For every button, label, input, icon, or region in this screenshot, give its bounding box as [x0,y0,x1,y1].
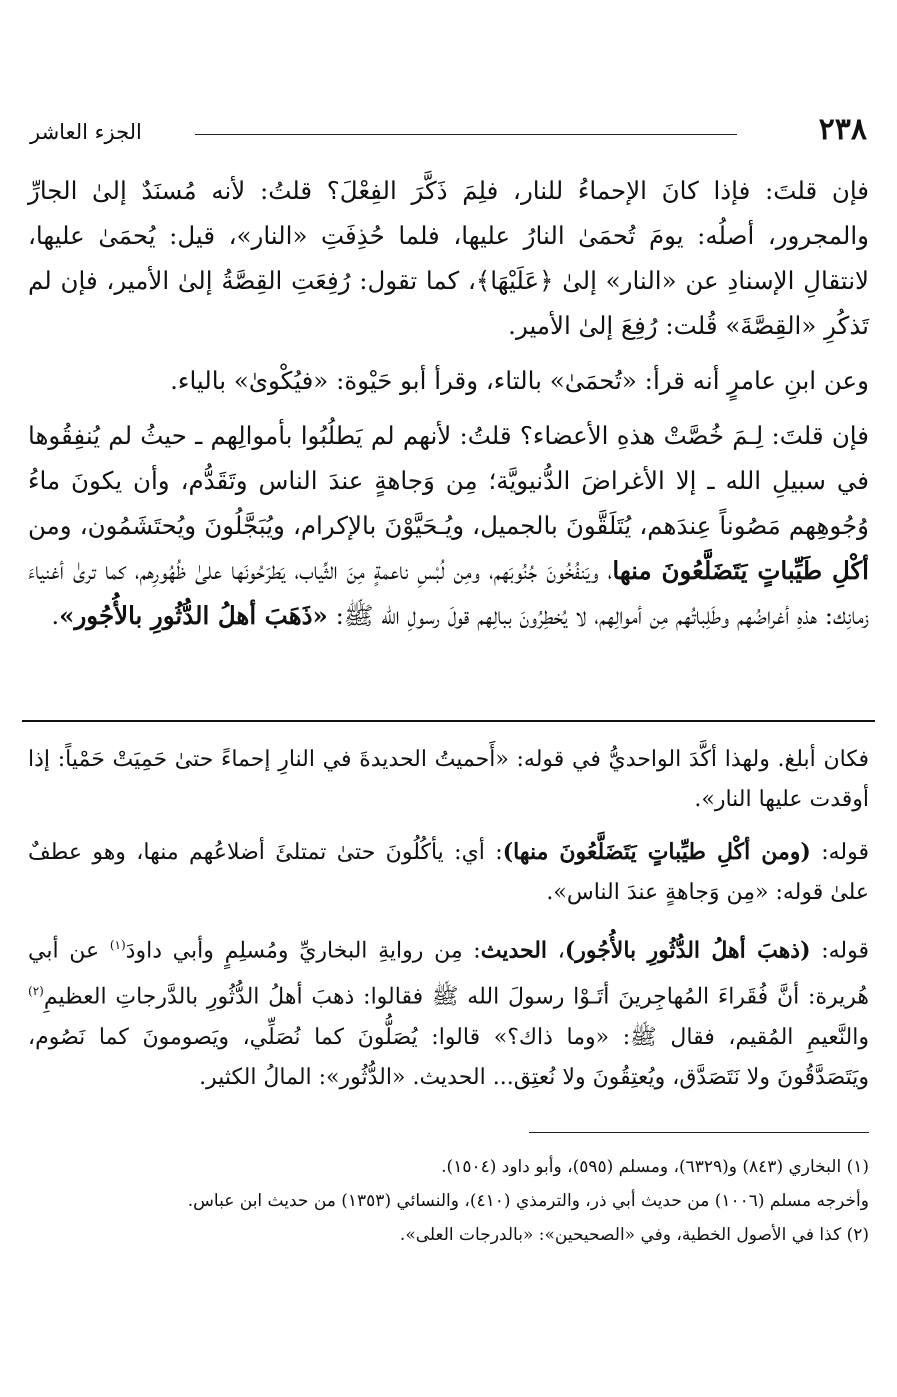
paragraph-1: فإن قلتَ: فإذا كانَ الإحماءُ للنار، فلِمَ ذَكَّرَ الفِعْلَ؟ قلتُ: لأنه مُسنَدٌ إلىٰ الجارِّ والمجرور، أصلُه: يومَ تُحمَىٰ النارُ عليها، فلما حُذِفَتِ «النار»، قيل: يُحمَىٰ عليها، لانتقالِ الإسنادِ عن «النار» إلىٰ ﴿عَلَيْهَا﴾، كما تقول: رُفِعَتِ القِصَّةُ إلىٰ الأمير، فإن لم تَذكُرِ «القِصَّةَ» قُلت: رُفِعَ إلىٰ الأمير. [28,176,869,340]
commentary-2-text: : أي: يأكُلُونَ حتىٰ تمتلئَ أضلاعُهم منها، وهو عطفٌ علىٰ قوله: «مِن وَجاهةٍ عندَ الناس». [28,840,869,905]
header-rule [195,134,737,135]
commentary-3-text-c: : مِن روايةِ البخاريِّ ومُسلِمٍ وأبي داودَ [125,938,481,964]
paragraph-3-end: . [51,601,60,630]
volume-title: الجزء العاشر [30,120,142,144]
footnote-1: (١) البخاري (٨٤٣) و(٦٣٢٩)، ومسلم (٥٩٥)، وأبو داود (١٥٠٤). [441,1157,869,1177]
commentary-3-text-e: والنَّعيمِ المُقيم، فقال ﷺ: «وما ذاك؟» قالوا: يُصَلُّونَ كما نُصَلِّي، ويَصومونَ كما نَصُوم، ويَتَصَدَّقُونَ ولا نَتَصَدَّق، ويُعتِقُونَ ولا نُعتِق... الحديث. «الدُّثُور»: المالُ الكثير. [28,1024,869,1090]
hadith-quote: «ذَهَبَ أهلُ الدُّثُورِ بالأُجُور» [59,601,328,630]
commentary [28,740,869,1110]
bold-phrase: أكْلِ طَيِّباتٍ يَتَضَلَّعُونَ منها [612,556,869,585]
section-divider [22,720,875,722]
paragraph-2: وعن ابنِ عامرٍ أنه قرأ: «تُحمَىٰ» بالتاء، وقرأ أبو حَيْوة: «فيُكْوىٰ» بالياء. [170,366,869,395]
commentary-3-quote: (ذهبَ أهلُ الدُّثُورِ بالأُجُور) [564,937,811,964]
footnote-1-continued: وأخرجه مسلم (١٠٠٦) من حديث أبي ذر، والترمذي (٤١٠)، والنسائي (١٣٥٣) من حديث ابن عباس. [187,1191,869,1211]
commentary-3-sep: ، [547,938,565,964]
commentary-2-quote: (ومن أكْلِ طيِّباتٍ يَتَضَلَّعُونَ منها) [502,839,811,865]
footnote-ref-1: (١) [109,938,126,952]
page-header [30,112,867,152]
main-text [28,168,869,648]
commentary-3-lead: قوله: [810,938,869,964]
footnote-ref-2: (٢) [28,984,44,999]
commentary-3 [28,925,869,1098]
commentary-2 [28,832,869,913]
paragraph-3-text-a: فإن قلتَ: لِـمَ خُصَّتْ هذهِ الأعضاء؟ قلتُ: لأنهم لم يَطلُبُوا بأموالِهم ـ حيثُ لم يُنفِقُوها في سبيلِ الله ـ إلا الأغراضَ الدُّنيويَّة؛ مِن وَجاهةٍ عندَ الناس وتَقَدُّم، وأن يكونَ ماءُ وُجُوهِهم مَصُوناً عِندَهم، يُتَلَقَّونَ بالجميل، ويُـحَيَّوْنَ بالإكرام، ويُبَجَّلُونَ ويُحتَشَمُون، ومن [28,421,869,540]
footnote-rule [529,1132,869,1133]
paragraph-3 [28,413,869,638]
footnote-2: (٢) كذا في الأصول الخطية، وفي «الصحيحين»: «بالدرجات العلى». [399,1225,869,1245]
footnotes [28,1150,869,1252]
page-number: ٢٣٨ [818,112,867,147]
commentary-3-hadith-label: الحديث [480,937,548,964]
commentary-2-lead: قوله: [810,840,869,865]
paragraph-3-text-b: ، ويَنفُخُونَ جُنُوبَهم، ومِن لُبْسِ ناعمةٍ مِنَ الثِّياب، يَطرَحُونَها علىٰ ظُهُورِهم، كما ترىٰ أغنياءَ زمانِك: هذهِ أغراضُهم وطَلِباتُهم مِن أموالِهم، لا يُخطِرُونَ ببالِهم قولَ رسولِ الله ﷺ: [28,556,869,630]
commentary-3-text-d: عن أبي هُريرة: أنَّ فُقَراءَ المُهاجِرينَ أتَـوْا رسولَ الله ﷺ فقالوا: ذهبَ أهلُ الدُّثُورِ بالدَّرجاتِ العظيمِ [28,938,869,1010]
commentary-1: فكان أبلغ. ولهذا أكَّدَ الواحديُّ في قوله: «أَحميتُ الحديدةَ في النارِ إحماءً حتىٰ حَمِيَتْ حَمْياً: إذا أوقدت عليها النار». [28,747,869,812]
